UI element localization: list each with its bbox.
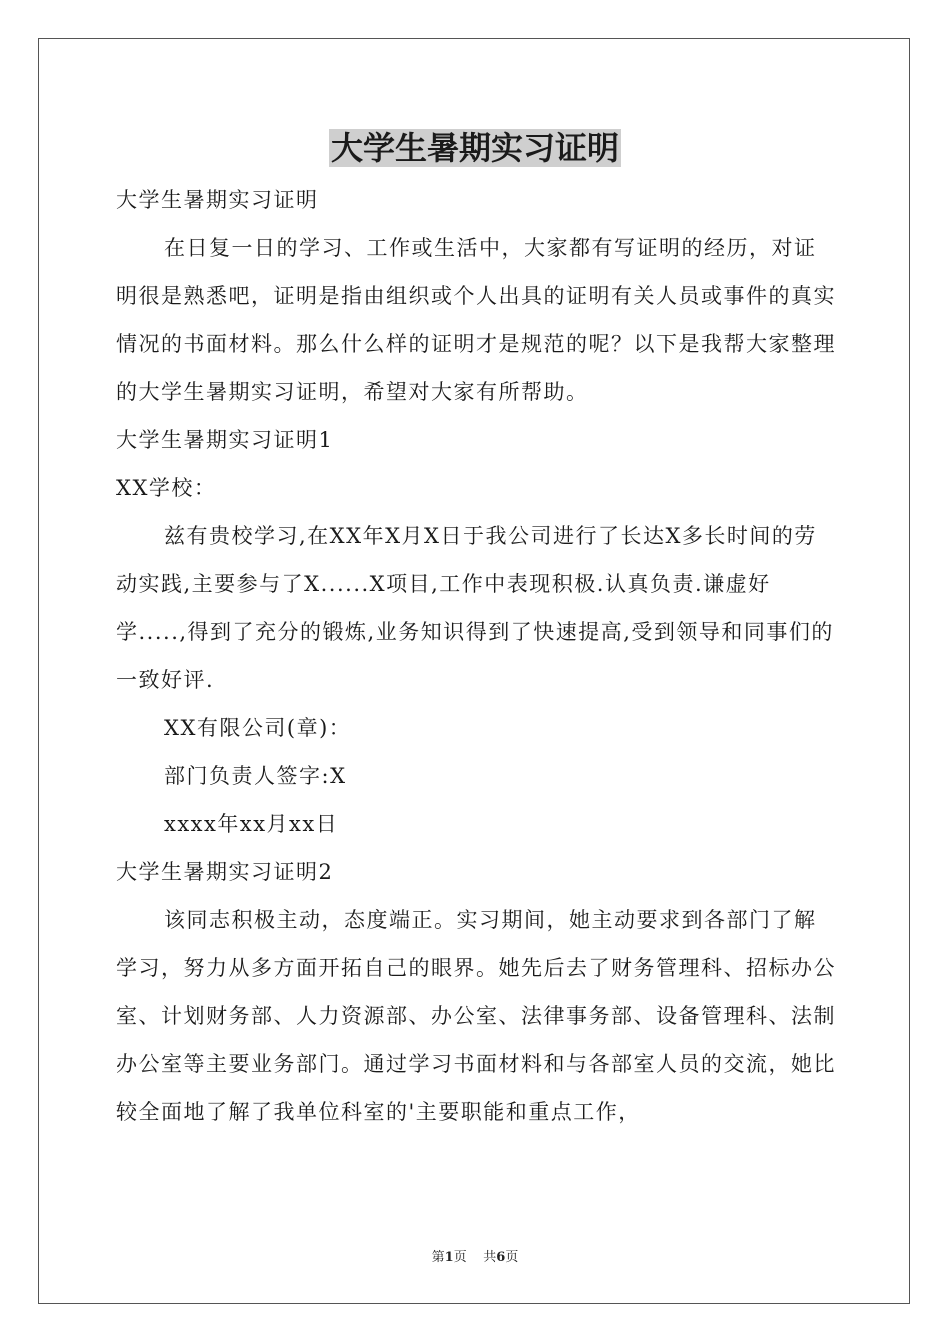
section-1-body: 兹有贵校学习,在XX年X月X日于我公司进行了长达X多长时间的劳动实践,主要参与了X......X项目,工作中表现积极.认真负责.谦虚好学.....,得到了充分的锻炼,业务知识得到了快速提高,受到领导和同事们的一致好评. — [116, 524, 834, 692]
intro-paragraph: 在日复一日的学习、工作或生活中，大家都有写证明的经历，对证明很是熟悉吧，证明是指由组织或个人出具的证明有关人员或事件的真实情况的书面材料。那么什么样的证明才是规范的呢？以下是我帮大家整理的大学生暑期实习证明，希望对大家有所帮助。 — [116, 236, 836, 404]
section-1-salutation: XX学校： — [116, 476, 217, 500]
section-1-date: xxxx年xx月xx日 — [164, 812, 339, 836]
page-prefix: 第 — [431, 1250, 445, 1265]
document-title — [0, 128, 950, 168]
page-total: 6 — [496, 1250, 506, 1265]
total-prefix: 共 — [483, 1250, 497, 1265]
section-1-signer: 部门负责人签字:X — [164, 764, 347, 788]
page-footer — [0, 1246, 950, 1265]
document-body — [116, 176, 836, 1136]
document-title-text: 大学生暑期实习证明 — [330, 129, 619, 167]
document-subtitle: 大学生暑期实习证明 — [116, 188, 319, 212]
total-suffix: 页 — [505, 1250, 519, 1265]
section-1-heading: 大学生暑期实习证明1 — [116, 428, 334, 452]
section-2-heading: 大学生暑期实习证明2 — [116, 860, 334, 884]
section-1-company-seal: XX有限公司(章)： — [164, 716, 352, 740]
page-current: 1 — [444, 1250, 454, 1265]
page-suffix: 页 — [453, 1250, 467, 1265]
section-2-body: 该同志积极主动，态度端正。实习期间，她主动要求到各部门了解学习，努力从多方面开拓自己的眼界。她先后去了财务管理科、招标办公室、计划财务部、人力资源部、办公室、法律事务部、设备管理科、法制办公室等主要业务部门。通过学习书面材料和与各部室人员的交流，她比较全面地了解了我单位科室的'主要职能和重点工作， — [116, 908, 836, 1124]
